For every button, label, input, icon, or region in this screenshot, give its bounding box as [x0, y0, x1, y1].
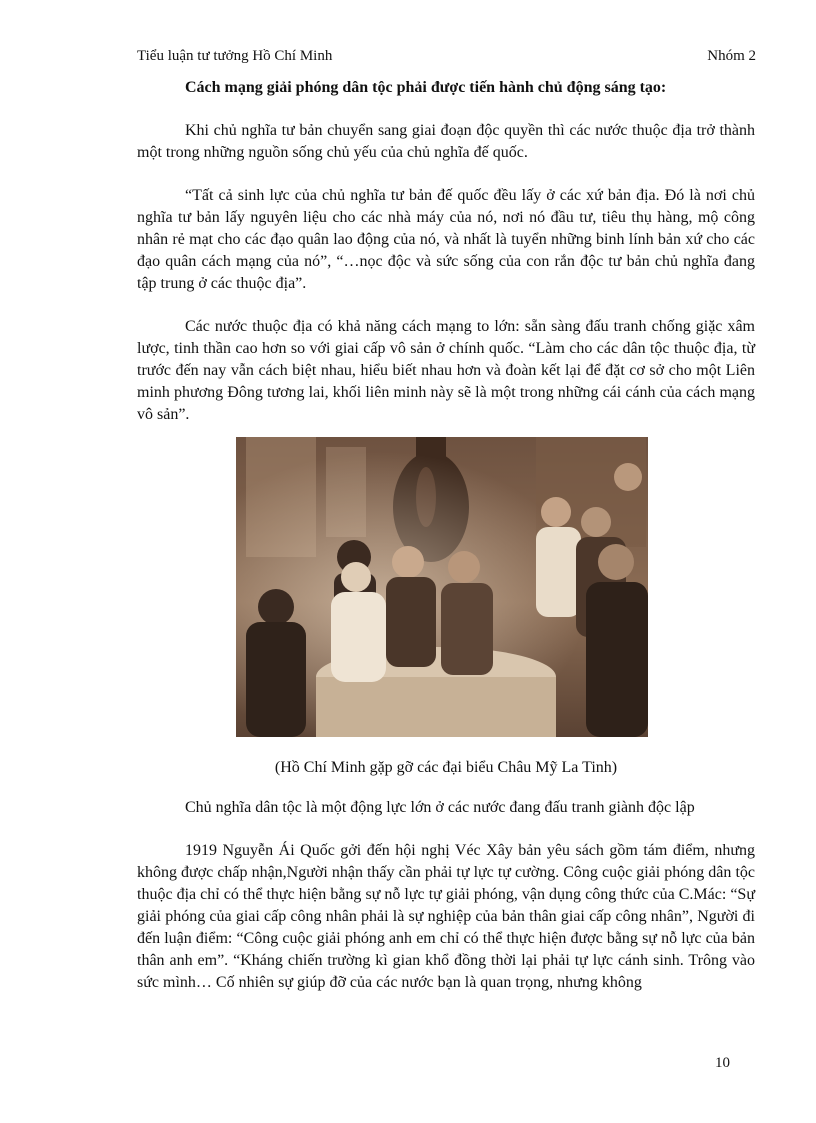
paragraph-3: Các nước thuộc địa có khả năng cách mạng to lớn: sẵn sàng đấu tranh chống giặc xâm lược, tinh thần cao hơn so với giai cấp vô sản ở chính quốc. “Làm cho các dân tộc thuộc địa, từ trước đến nay vẫn cách biệt nhau, hiểu biết nhau hơn và đoàn kết lại để đặt cơ sở cho một Liên minh phương Đông tương lai, khối liên minh này sẽ là một trong những cái cánh của cách mạng vô sản”. [137, 318, 755, 423]
header-group: Nhóm 2 [707, 48, 756, 64]
page-header [137, 48, 756, 70]
lower-content [137, 797, 755, 1015]
section-heading: Cách mạng giải phóng dân tộc phải được tiến hành chủ động sáng tạo: [185, 79, 667, 96]
paragraph-2: “Tất cả sinh lực của chủ nghĩa tư bản đế quốc đều lấy ở các xứ bản địa. Đó là nơi chủ nghĩa tư bản lấy nguyên liệu cho các nhà máy của nó, nơi nó đầu tư, tiêu thụ hàng, mộ công nhân rẻ mạt cho các đạo quân lao động của nó, và nhất là tuyển những binh lính bản xứ cho các đạo quân cách mạng của nó”, “…nọc độc và sức sống của con rắn độc tư bản chủ nghĩa đang tập trung ở các thuộc địa”. [137, 187, 755, 292]
page-number: 10 [715, 1055, 730, 1071]
paragraph-4: Chủ nghĩa dân tộc là một động lực lớn ở các nước đang đấu tranh giành độc lập [185, 799, 695, 816]
paragraph-1: Khi chủ nghĩa tư bản chuyển sang giai đoạn độc quyền thì các nước thuộc địa trở thành một trong những nguồn sống chủ yếu của chủ nghĩa đế quốc. [137, 122, 755, 161]
header-title: Tiểu luận tư tưởng Hồ Chí Minh [137, 48, 333, 64]
paragraph-5: 1919 Nguyễn Ái Quốc gởi đến hội nghị Véc Xây bản yêu sách gồm tám điểm, nhưng không được chấp nhận,Người nhận thấy cần phải tự lực tự cường. Công cuộc giải phóng dân tộc thuộc địa chỉ có thể thực hiện bằng sự nỗ lực tự giải phóng, vận dụng công thức của C.Mác: “Sự giải phóng của giai cấp công nhân phải là sự nghiệp của bản thân giai cấp công nhân”, Người đi đến luận điểm: “Công cuộc giải phóng anh em chỉ có thể thực hiện được bằng sự nỗ lực của bản thân anh em”. “Kháng chiến trường kì gian khổ đồng thời lại phải tự lực cánh sinh. Trông vào sức mình… Cố nhiên sự giúp đỡ của các nước bạn là quan trọng, nhưng không [137, 842, 755, 991]
photo-caption: (Hồ Chí Minh gặp gỡ các đại biểu Châu Mỹ La Tinh) [274, 759, 618, 776]
historical-photo [236, 437, 648, 737]
photo-illustration [236, 437, 648, 737]
main-content [137, 77, 755, 447]
